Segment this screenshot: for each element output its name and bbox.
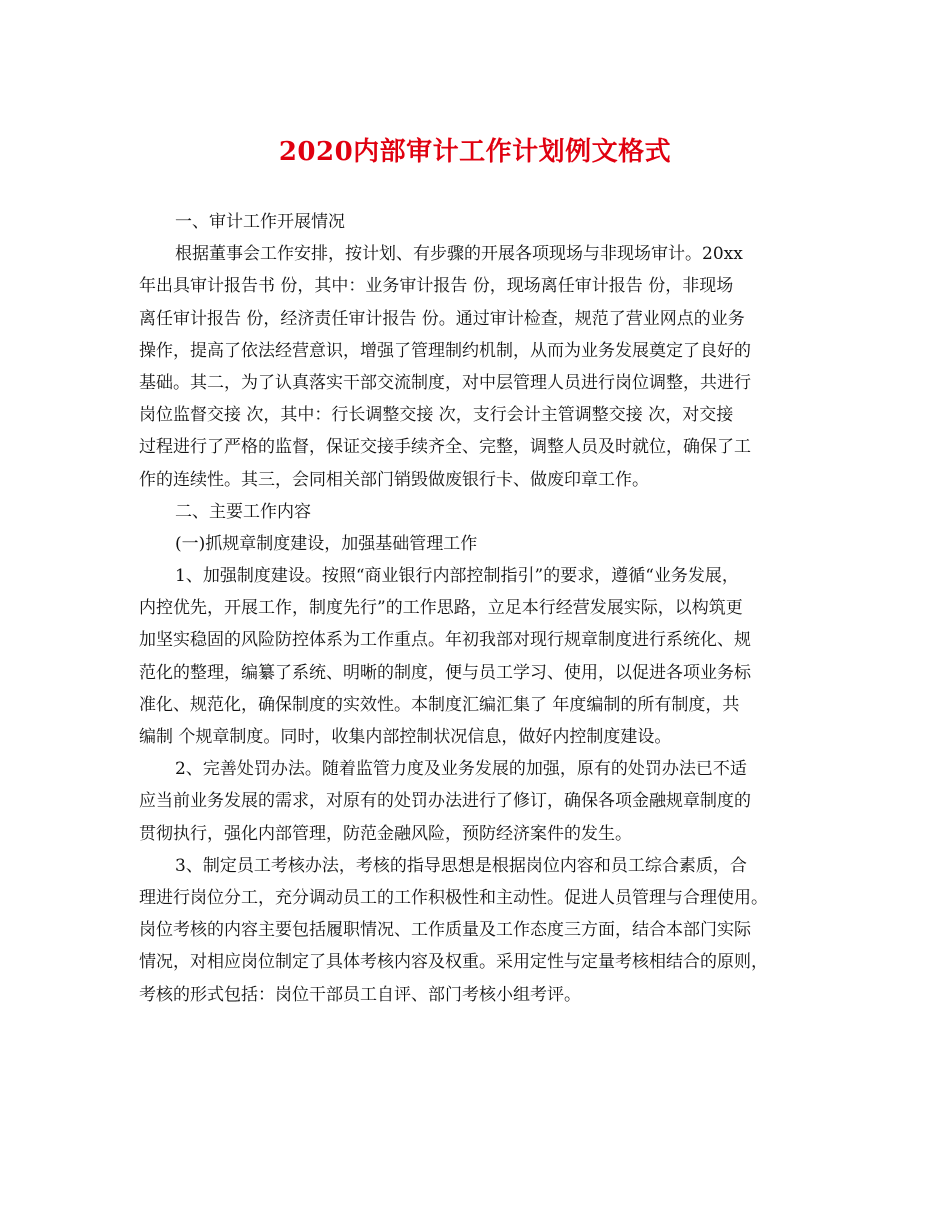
text-line: 根据董事会工作安排，按计划、有步骤的开展各项现场与非现场审计。20xx	[175, 244, 743, 265]
text-line: 考核的形式包括：岗位干部员工自评、部门考核小组考评。	[139, 984, 581, 1005]
text-line: 编制 个规章制度。同时，收集内部控制状况信息，做好内控制度建设。	[139, 727, 672, 747]
text-line: 岗位监督交接 次，其中：行长调整交接 次，支行会计主管调整交接 次，对交接	[139, 405, 734, 426]
text-line: 岗位考核的内容主要包括履职情况、工作质量及工作态度三方面，结合本部门实际	[139, 920, 751, 941]
text-line: 3、制定员工考核办法，考核的指导思想是根据岗位内容和员工综合素质，合	[175, 855, 747, 876]
text-line: (一)抓规章制度建设，加强基础管理工作	[175, 533, 478, 554]
text-line: 范化的整理，编纂了系统、明晰的制度，便与员工学习、使用，以促进各项业务标	[139, 662, 751, 683]
text-line: 应当前业务发展的需求，对原有的处罚办法进行了修订，确保各项金融规章制度的	[139, 791, 751, 812]
text-line: 年出具审计报告书 份，其中：业务审计报告 份，现场离任审计报告 份，非现场	[139, 276, 734, 297]
document-title: 2020内部审计工作计划例文格式	[278, 137, 672, 167]
text-line: 情况，对相应岗位制定了具体考核内容及权重。采用定性与定量考核相结合的原则，	[139, 952, 768, 973]
text-line: 一、审计工作开展情况	[175, 212, 345, 232]
text-line: 作的连续性。其三，会同相关部门销毁做废银行卡、做废印章工作。	[139, 469, 649, 490]
text-line: 离任审计报告 份，经济责任审计报告 份。通过审计检查，规范了营业网点的业务	[139, 308, 745, 329]
text-line: 2、完善处罚办法。随着监管力度及业务发展的加强，原有的处罚办法已不适	[175, 759, 747, 780]
text-line: 过程进行了严格的监督，保证交接手续齐全、完整，调整人员及时就位，确保了工	[139, 437, 751, 458]
text-line: 加坚实稳固的风险防控体系为工作重点。年初我部对现行规章制度进行系统化、规	[139, 630, 751, 651]
text-line: 贯彻执行，强化内部管理，防范金融风险，预防经济案件的发生。	[139, 823, 632, 844]
text-line: 二、主要工作内容	[175, 501, 311, 522]
text-line: 内控优先，开展工作，制度先行”的工作思路，立足本行经营发展实际，以构筑更	[139, 598, 743, 619]
document-body	[139, 206, 829, 1011]
text-line: 1、加强制度建设。按照“商业银行内部控制指引”的要求，遵循“业务发展，	[175, 566, 739, 587]
text-line: 基础。其二，为了认真落实干部交流制度，对中层管理人员进行岗位调整，共进行	[139, 372, 751, 393]
text-line: 操作，提高了依法经营意识，增强了管理制约机制，从而为业务发展奠定了良好的	[139, 340, 751, 361]
text-line: 准化、规范化，确保制度的实效性。本制度汇编汇集了 年度编制的所有制度，共	[139, 694, 740, 715]
text-line: 理进行岗位分工，充分调动员工的工作积极性和主动性。促进人员管理与合理使用。	[139, 887, 768, 908]
